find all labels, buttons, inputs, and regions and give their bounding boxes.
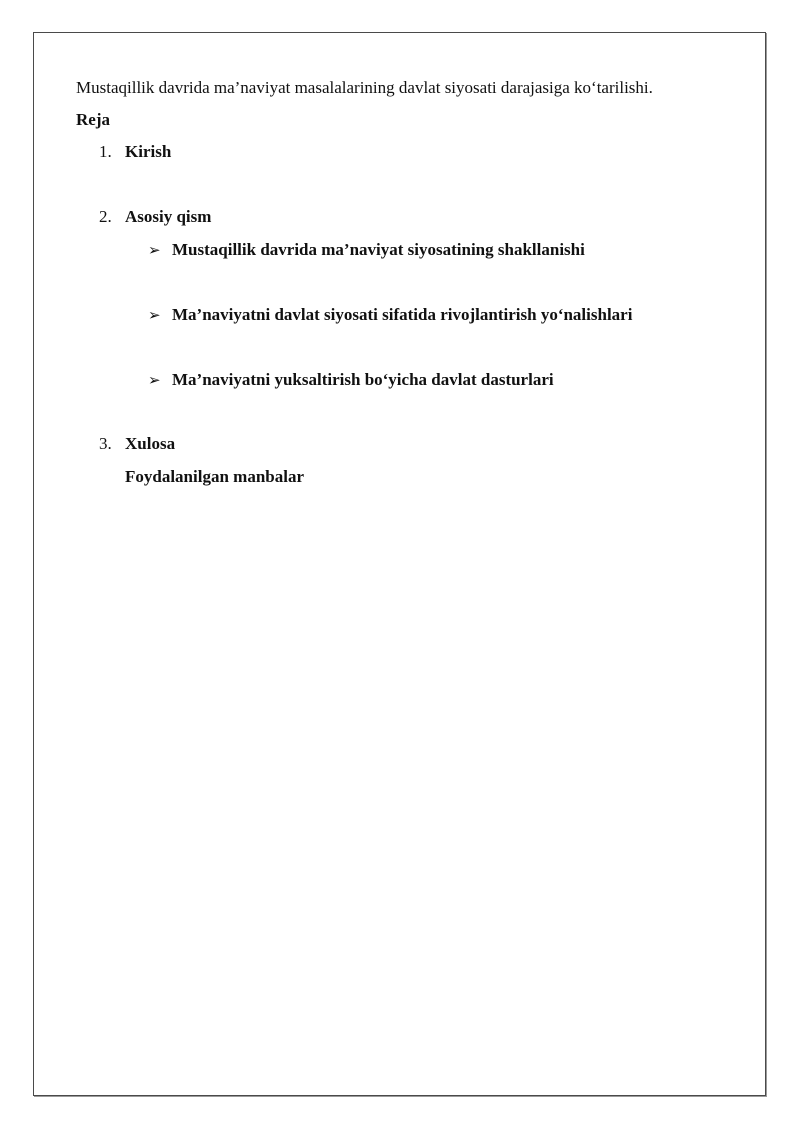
arrow-bullet-icon: ➢ [148, 371, 161, 389]
subsection-label: Mustaqillik davrida ma’naviyat siyosatining shakllanishi [172, 240, 585, 259]
section-number: 2. [99, 207, 112, 226]
page-frame [33, 32, 766, 1096]
arrow-bullet-icon: ➢ [148, 306, 161, 324]
section-item-3 [99, 434, 175, 454]
subsection-label: Ma’naviyatni yuksaltirish bo‘yicha davlat dasturlari [172, 370, 554, 389]
subsection-item-3 [148, 370, 554, 390]
arrow-bullet-icon: ➢ [148, 241, 161, 259]
plan-heading: Reja [76, 110, 110, 129]
section-item-2 [99, 207, 211, 227]
section-label: Asosiy qism [125, 207, 212, 226]
subsection-item-2 [148, 305, 632, 325]
subsection-label: Ma’naviyatni davlat siyosati sifatida rivojlantirish yo‘nalishlari [172, 305, 633, 324]
section-label: Xulosa [125, 434, 176, 453]
section-number: 3. [99, 434, 112, 453]
references-item: Foydalanilgan manbalar [125, 467, 305, 486]
section-label: Kirish [125, 142, 172, 161]
section-number: 1. [99, 142, 112, 161]
document-title: Mustaqillik davrida ma’naviyat masalalarining davlat siyosati darajasiga ko‘tarilishi. [76, 78, 653, 97]
section-item-1 [99, 142, 171, 162]
subsection-item-1 [148, 240, 585, 260]
